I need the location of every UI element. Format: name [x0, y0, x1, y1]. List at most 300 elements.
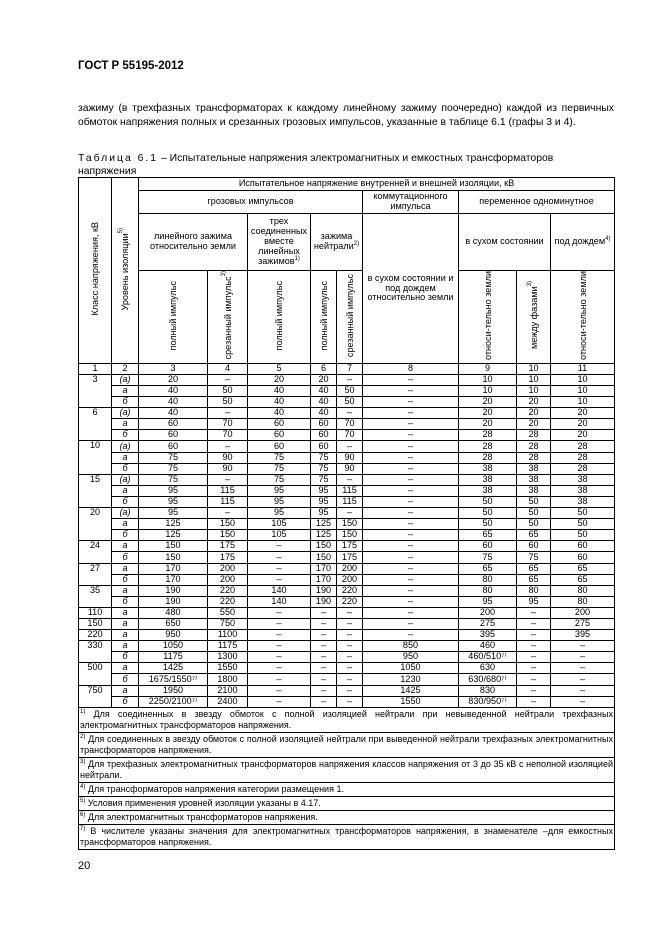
value-cell: 38 — [459, 485, 517, 496]
value-cell: 115 — [208, 496, 248, 507]
column-number: 5 — [248, 363, 311, 374]
value-cell: 1425 — [363, 685, 459, 696]
value-cell: 10 — [459, 386, 517, 397]
value-cell: 10 — [517, 386, 551, 397]
value-cell: – — [248, 685, 311, 696]
table-row — [79, 419, 615, 430]
value-cell: – — [517, 652, 551, 663]
table-row — [79, 441, 615, 452]
value-cell: – — [363, 563, 459, 574]
value-cell: – — [311, 652, 337, 663]
value-cell: – — [363, 574, 459, 585]
col-insulation-level: Уровень изоляции$^{5)}$ — [112, 178, 139, 364]
value-cell: 830 — [459, 685, 517, 696]
value-cell: 50 — [517, 519, 551, 530]
voltage-class-cell: 15 — [79, 474, 112, 507]
table-row — [79, 485, 615, 496]
value-cell: 200 — [551, 607, 615, 618]
insulation-level-cell: а — [112, 607, 139, 618]
footnote-number: 6) — [80, 811, 86, 818]
value-cell: 150 — [337, 519, 363, 530]
value-cell: 95 — [311, 496, 337, 507]
value-cell: 60 — [139, 430, 208, 441]
value-cell: – — [363, 607, 459, 618]
leaf-full-2: полный импульс — [248, 271, 311, 364]
table-row — [79, 563, 615, 574]
insulation-level-cell: а — [112, 419, 139, 430]
column-number: 4 — [208, 363, 248, 374]
leaf-phases: между фазами$^{3)}$ — [517, 271, 551, 364]
insulation-level-cell: а — [112, 519, 139, 530]
value-cell: – — [337, 663, 363, 674]
column-number: 6 — [311, 363, 337, 374]
value-cell: 95 — [139, 508, 208, 519]
value-cell: – — [337, 441, 363, 452]
footnote-text: Условия применения уровней изоляции указаны в 4.17. — [85, 797, 321, 808]
footnote-row — [79, 707, 615, 732]
value-cell: – — [551, 663, 615, 674]
footnote — [79, 732, 615, 757]
table-row — [79, 574, 615, 585]
value-cell: 1050 — [139, 641, 208, 652]
value-cell: 50 — [459, 519, 517, 530]
value-cell: 38 — [551, 485, 615, 496]
voltage-class-cell: 330 — [79, 641, 112, 663]
value-cell: – — [363, 374, 459, 385]
value-cell: 125 — [139, 530, 208, 541]
value-cell: 50 — [551, 519, 615, 530]
sub-dry: в сухом состоянии — [459, 214, 551, 271]
voltage-class-cell: 27 — [79, 563, 112, 585]
page-number: 20 — [78, 860, 91, 872]
value-cell: – — [363, 541, 459, 552]
value-cell: 65 — [551, 574, 615, 585]
body-paragraph: зажиму (в трехфазных трансформаторах к каждому линейному зажиму поочередно) каждой из первичных обмоток напряжения полных и срезанных грозовых импульсов, указанные в таблице 6.1 (графы 3 и 4). — [78, 103, 614, 129]
value-cell: – — [363, 430, 459, 441]
value-cell: – — [311, 630, 337, 641]
value-cell: 50 — [517, 496, 551, 507]
value-cell: – — [517, 696, 551, 707]
value-cell: 220 — [337, 585, 363, 596]
value-cell: 1550 — [208, 663, 248, 674]
value-cell: 1050 — [363, 663, 459, 674]
value-cell: 2100 — [208, 685, 248, 696]
column-number: 9 — [459, 363, 517, 374]
value-cell: 60 — [248, 419, 311, 430]
value-cell: 150 — [311, 552, 337, 563]
value-cell: 38 — [551, 474, 615, 485]
table-row — [79, 696, 615, 707]
value-cell: 60 — [139, 441, 208, 452]
value-cell: 50 — [208, 386, 248, 397]
value-cell: – — [248, 618, 311, 629]
value-cell: 830/950⁷⁾ — [459, 696, 517, 707]
table-row — [79, 463, 615, 474]
value-cell: 115 — [337, 496, 363, 507]
value-cell: 40 — [248, 386, 311, 397]
value-cell: 115 — [208, 485, 248, 496]
column-number: 8 — [363, 363, 459, 374]
leaf-full-1: полный импульс — [139, 271, 208, 364]
value-cell: 220 — [337, 596, 363, 607]
voltage-class-cell: 35 — [79, 585, 112, 607]
value-cell: 170 — [139, 574, 208, 585]
value-cell: – — [248, 674, 311, 685]
table-body — [79, 374, 615, 707]
value-cell: 65 — [459, 563, 517, 574]
voltage-class-cell: 10 — [79, 441, 112, 474]
value-cell: – — [337, 374, 363, 385]
value-cell: 20 — [517, 397, 551, 408]
table-row — [79, 674, 615, 685]
value-cell: 60 — [139, 419, 208, 430]
table-row — [79, 530, 615, 541]
value-cell: – — [517, 685, 551, 696]
insulation-level-cell: б — [112, 652, 139, 663]
value-cell: – — [337, 652, 363, 663]
value-cell: 200 — [337, 574, 363, 585]
value-cell: – — [208, 508, 248, 519]
value-cell: 20 — [551, 408, 615, 419]
value-cell: – — [337, 696, 363, 707]
value-cell: 140 — [248, 585, 311, 596]
col-voltage-class: Класс напряжения, кВ — [79, 178, 112, 364]
value-cell: 125 — [311, 530, 337, 541]
value-cell: – — [311, 696, 337, 707]
insulation-level-cell: б — [112, 463, 139, 474]
footnote — [79, 757, 615, 782]
value-cell: 20 — [459, 397, 517, 408]
value-cell: – — [517, 630, 551, 641]
table-row — [79, 618, 615, 629]
value-cell: – — [337, 630, 363, 641]
value-cell: 395 — [551, 630, 615, 641]
value-cell: 1800 — [208, 674, 248, 685]
value-cell: 750 — [208, 618, 248, 629]
value-cell: 38 — [517, 485, 551, 496]
table-row — [79, 552, 615, 563]
footnote-text: Для соединенных в звезду обмоток с полной изоляцией нейтрали при невыведенной нейтрали трехфазных электромагнитных трансформаторов напряжения. — [80, 708, 613, 730]
insulation-level-cell: а — [112, 386, 139, 397]
insulation-level-cell: (а) — [112, 474, 139, 485]
value-cell: – — [337, 607, 363, 618]
value-cell: 1950 — [139, 685, 208, 696]
value-cell: 65 — [517, 563, 551, 574]
value-cell: 95 — [248, 496, 311, 507]
value-cell: 60 — [459, 541, 517, 552]
value-cell: 200 — [337, 563, 363, 574]
table-caption-text: – Испытательные напряжения электромагнитных и емкостных трансформаторов напряжения — [78, 153, 554, 177]
value-cell: – — [311, 641, 337, 652]
table-row — [79, 585, 615, 596]
table-row — [79, 408, 615, 419]
value-cell: 65 — [551, 563, 615, 574]
value-cell: 2250/2100⁷⁾ — [139, 696, 208, 707]
value-cell: 60 — [248, 430, 311, 441]
value-cell: 850 — [363, 641, 459, 652]
value-cell: 460 — [459, 641, 517, 652]
value-cell: 65 — [459, 530, 517, 541]
value-cell: 1175 — [139, 652, 208, 663]
table-row — [79, 607, 615, 618]
leaf-rel-earth-1: относи-тельно земли — [459, 271, 517, 364]
value-cell: 220 — [208, 585, 248, 596]
value-cell: – — [248, 552, 311, 563]
value-cell: 60 — [551, 552, 615, 563]
insulation-level-cell: б — [112, 552, 139, 563]
value-cell: 650 — [139, 618, 208, 629]
footnote-number: 5) — [80, 797, 86, 804]
value-cell: 60 — [551, 541, 615, 552]
footnote-row — [79, 796, 615, 810]
sub-dry-rain: в сухом состоянии и под дождем относительно земли — [363, 214, 459, 364]
group-ac: переменное одноминутное — [459, 191, 615, 214]
value-cell: – — [363, 585, 459, 596]
value-cell: 28 — [459, 452, 517, 463]
value-cell: 60 — [517, 541, 551, 552]
table-row — [79, 374, 615, 385]
value-cell: 10 — [459, 374, 517, 385]
value-cell: – — [311, 663, 337, 674]
value-cell: 20 — [139, 374, 208, 385]
value-cell: 1100 — [208, 630, 248, 641]
value-cell: 80 — [459, 574, 517, 585]
value-cell: – — [248, 641, 311, 652]
value-cell: 75 — [311, 463, 337, 474]
value-cell: – — [363, 441, 459, 452]
table-row — [79, 508, 615, 519]
footnote-text: Для трехфазных электромагнитных трансформаторов напряжения классов напряжения от 3 до 35 кВ с неполной изоляцией нейтрали. — [80, 758, 613, 780]
value-cell: – — [517, 607, 551, 618]
value-cell: 50 — [459, 508, 517, 519]
table-row — [79, 386, 615, 397]
table-row — [79, 430, 615, 441]
value-cell: 10 — [551, 374, 615, 385]
table-row — [79, 652, 615, 663]
value-cell: 95 — [517, 596, 551, 607]
value-cell: 38 — [517, 463, 551, 474]
value-cell: 80 — [517, 585, 551, 596]
insulation-level-cell: а — [112, 485, 139, 496]
value-cell: – — [208, 374, 248, 385]
value-cell: 20 — [459, 408, 517, 419]
value-cell: 10 — [551, 386, 615, 397]
value-cell: 95 — [459, 596, 517, 607]
insulation-level-cell: а — [112, 563, 139, 574]
voltage-class-cell: 3 — [79, 374, 112, 407]
value-cell: 20 — [248, 374, 311, 385]
value-cell: – — [337, 408, 363, 419]
value-cell: 150 — [208, 530, 248, 541]
value-cell: 1230 — [363, 674, 459, 685]
footnote-number: 4) — [80, 783, 86, 790]
footnote-text: Для электромагнитных трансформаторов напряжения. — [85, 811, 318, 822]
value-cell: 20 — [459, 419, 517, 430]
value-cell: 28 — [459, 441, 517, 452]
value-cell: 20 — [551, 419, 615, 430]
insulation-level-cell: а — [112, 618, 139, 629]
value-cell: 190 — [311, 596, 337, 607]
value-cell: – — [248, 563, 311, 574]
value-cell: 75 — [311, 474, 337, 485]
value-cell: – — [208, 474, 248, 485]
value-cell: 190 — [139, 596, 208, 607]
value-cell: 480 — [139, 607, 208, 618]
value-cell: – — [363, 496, 459, 507]
insulation-level-cell: а — [112, 630, 139, 641]
insulation-level-cell: а — [112, 685, 139, 696]
insulation-level-cell: (а) — [112, 408, 139, 419]
value-cell: – — [363, 386, 459, 397]
value-cell: 550 — [208, 607, 248, 618]
value-cell: – — [551, 696, 615, 707]
table-row — [79, 496, 615, 507]
value-cell: 60 — [248, 441, 311, 452]
value-cell: – — [248, 607, 311, 618]
leaf-full-3: полный импульс — [311, 271, 337, 364]
value-cell: 75 — [139, 452, 208, 463]
table-row — [79, 519, 615, 530]
value-cell: 170 — [311, 574, 337, 585]
insulation-level-cell: б — [112, 696, 139, 707]
leaf-rel-earth-2: относи-тельно земли — [551, 271, 615, 364]
value-cell: 28 — [551, 452, 615, 463]
value-cell: 50 — [459, 496, 517, 507]
value-cell: 40 — [139, 386, 208, 397]
value-cell: 175 — [337, 552, 363, 563]
value-cell: 40 — [311, 386, 337, 397]
footnote-row — [79, 757, 615, 782]
footnote — [79, 796, 615, 810]
footnote — [79, 782, 615, 796]
value-cell: 95 — [248, 508, 311, 519]
insulation-level-cell: а — [112, 452, 139, 463]
value-cell: 40 — [139, 397, 208, 408]
value-cell: – — [337, 474, 363, 485]
value-cell: 28 — [517, 452, 551, 463]
value-cell: – — [337, 641, 363, 652]
table-row — [79, 474, 615, 485]
footnote — [79, 707, 615, 732]
value-cell: – — [208, 408, 248, 419]
value-cell: – — [248, 663, 311, 674]
value-cell: 200 — [459, 607, 517, 618]
value-cell: 40 — [139, 408, 208, 419]
value-cell: – — [363, 408, 459, 419]
value-cell: – — [363, 630, 459, 641]
value-cell: 75 — [139, 463, 208, 474]
footnote-number: 7) — [80, 825, 86, 832]
value-cell: 150 — [208, 519, 248, 530]
value-cell: 950 — [363, 652, 459, 663]
value-cell: 140 — [248, 596, 311, 607]
value-cell: 95 — [139, 496, 208, 507]
footnote-row — [79, 810, 615, 824]
column-number: 2 — [112, 363, 139, 374]
value-cell: 190 — [139, 585, 208, 596]
value-cell: 95 — [248, 485, 311, 496]
value-cell: 460/510⁷⁾ — [459, 652, 517, 663]
value-cell: – — [311, 685, 337, 696]
value-cell: 80 — [551, 596, 615, 607]
sub-three-lines: трех соединенных вместе линейных зажимов$^{1)}$ — [248, 214, 311, 271]
value-cell: – — [551, 652, 615, 663]
value-cell: 190 — [311, 585, 337, 596]
value-cell: 90 — [208, 452, 248, 463]
insulation-level-cell: б — [112, 496, 139, 507]
value-cell: – — [311, 618, 337, 629]
value-cell: – — [311, 607, 337, 618]
group-lightning: грозовых импульсов — [139, 191, 363, 214]
footnote — [79, 810, 615, 824]
value-cell: – — [363, 519, 459, 530]
value-cell: – — [363, 552, 459, 563]
value-cell: – — [248, 541, 311, 552]
value-cell: 1175 — [208, 641, 248, 652]
value-cell: 20 — [551, 430, 615, 441]
value-cell: 50 — [551, 530, 615, 541]
value-cell: 125 — [139, 519, 208, 530]
value-cell: – — [248, 652, 311, 663]
value-cell: – — [337, 674, 363, 685]
footnote-number: 3) — [80, 758, 86, 765]
value-cell: 395 — [459, 630, 517, 641]
voltage-class-cell: 150 — [79, 618, 112, 629]
value-cell: 65 — [517, 530, 551, 541]
value-cell: – — [363, 530, 459, 541]
insulation-level-cell: (а) — [112, 374, 139, 385]
value-cell: 1300 — [208, 652, 248, 663]
value-cell: 70 — [337, 419, 363, 430]
value-cell: 170 — [139, 563, 208, 574]
column-number: 11 — [551, 363, 615, 374]
value-cell: 95 — [311, 508, 337, 519]
value-cell: 275 — [459, 618, 517, 629]
value-cell: – — [337, 618, 363, 629]
value-cell: 95 — [139, 485, 208, 496]
voltage-class-cell: 750 — [79, 685, 112, 707]
value-cell: 28 — [459, 430, 517, 441]
value-cell: – — [311, 674, 337, 685]
document-header: ГОСТ Р 55195-2012 — [78, 60, 184, 72]
value-cell: 28 — [551, 463, 615, 474]
table-row — [79, 596, 615, 607]
footnote-row — [79, 782, 615, 796]
value-cell: – — [551, 685, 615, 696]
table-row — [79, 663, 615, 674]
voltage-class-cell: 24 — [79, 541, 112, 563]
footnote-number: 2) — [80, 733, 86, 740]
value-cell: 10 — [517, 374, 551, 385]
value-cell: 150 — [139, 552, 208, 563]
group-switching: коммутационного импульса — [363, 191, 459, 214]
insulation-level-cell: (а) — [112, 441, 139, 452]
footnote — [79, 824, 615, 849]
value-cell: 630 — [459, 663, 517, 674]
value-cell: 28 — [517, 441, 551, 452]
table-row — [79, 397, 615, 408]
value-cell: 150 — [139, 541, 208, 552]
footnote-text: Для соединенных в звезду обмоток с полной изоляцией нейтрали при выведенной нейтрали трехфазных электромагнитных трансформаторов напряжения. — [80, 733, 613, 755]
sub-line-to-earth: линейного зажима относительно земли — [139, 214, 248, 271]
insulation-level-cell: б — [112, 596, 139, 607]
value-cell: – — [337, 508, 363, 519]
value-cell: – — [248, 630, 311, 641]
value-cell: – — [208, 441, 248, 452]
value-cell: 1675/1550⁷⁾ — [139, 674, 208, 685]
value-cell: 95 — [311, 485, 337, 496]
table-caption — [78, 153, 614, 178]
